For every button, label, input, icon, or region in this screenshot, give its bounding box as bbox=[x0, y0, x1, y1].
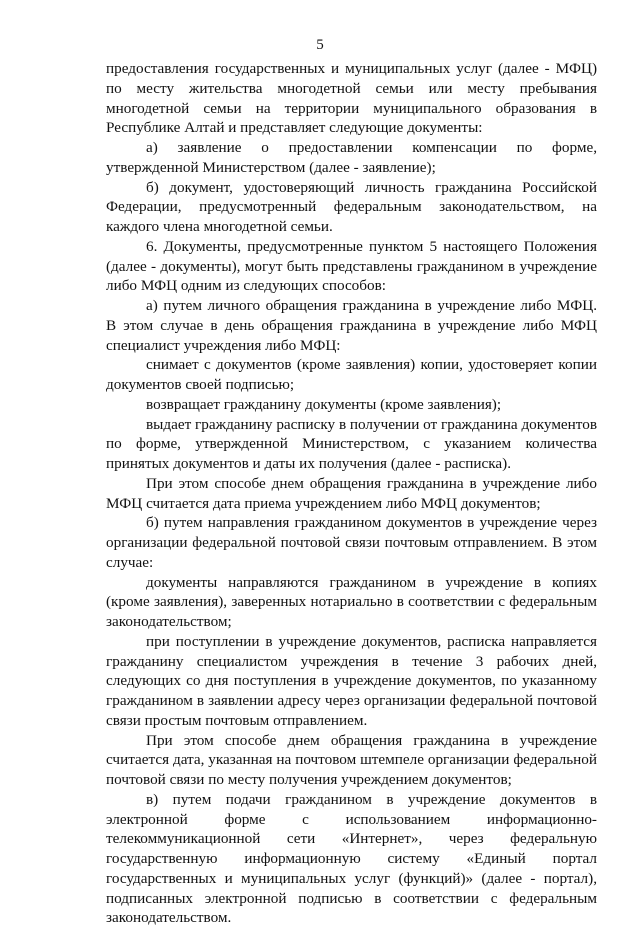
paragraph: При этом способе днем обращения гражданина в учреждение считается дата, указанная на почтовом штемпеле организации федеральной почтовой связи по месту получения учреждением документов; bbox=[106, 731, 597, 788]
page-number: 5 bbox=[316, 37, 324, 53]
paragraph: при поступлении в учреждение документов, расписка направляется гражданину специалистом учреждения в течение 3 рабочих дней, следующих со дня поступления в учреждение документов, по указанному гражданином в заявлении адресу через организации федеральной почтовой связи простым почтовым отправлением. bbox=[106, 632, 597, 729]
paragraph: предоставления государственных и муниципальных услуг (далее - МФЦ) по месту жительства многодетной семьи или месту пребывания многодетной семьи на территории муниципального образования в Республике Алтай и представляет следующие документы: bbox=[106, 60, 597, 137]
paragraph: а) заявление о предоставлении компенсации по форме, утвержденной Министерством (далее - заявление); bbox=[106, 139, 597, 176]
paragraph: 6. Документы, предусмотренные пунктом 5 настоящего Положения (далее - документы), могут быть представлены гражданином в учреждение либо МФЦ одним из следующих способов: bbox=[106, 237, 597, 295]
paragraph: возвращает гражданину документы (кроме заявления); bbox=[146, 395, 502, 413]
paragraph: в) путем подачи гражданином в учреждение документов в электронной форме с использованием информационно-телекоммуникационной сети «Интернет», через федеральную государственную информационную систему «Единый портал государственных и муниципальных услуг (функций)» (далее - портал), подписанных электронной подписью в соответствии с федеральным законодательством. bbox=[106, 790, 597, 927]
paragraph: выдает гражданину расписку в получении от гражданина документов по форме, утвержденной Министерством, с указанием количества принятых документов и даты их получения (далее - расписка). bbox=[106, 415, 597, 472]
paragraph: б) документ, удостоверяющий личность гражданина Российской Федерации, предусмотренный федеральным законодательством, на каждого члена многодетной семьи. bbox=[106, 178, 597, 235]
paragraph: а) путем личного обращения гражданина в учреждение либо МФЦ. В этом случае в день обращения гражданина в учреждение либо МФЦ специалист учреждения либо МФЦ: bbox=[106, 297, 597, 354]
paragraph: При этом способе днем обращения гражданина в учреждение либо МФЦ считается дата приема учреждением либо МФЦ документов; bbox=[106, 474, 597, 512]
paragraph: б) путем направления гражданином документов в учреждение через организации федеральной почтовой связи почтовым отправлением. В этом случае: bbox=[106, 514, 597, 571]
paragraph: документы направляются гражданином в учреждение в копиях (кроме заявления), заверенных нотариально в соответствии с федеральным законодательством; bbox=[106, 573, 597, 630]
paragraph: снимает с документов (кроме заявления) копии, удостоверяет копии документов своей подписью; bbox=[106, 356, 597, 393]
document-body bbox=[106, 59, 597, 928]
